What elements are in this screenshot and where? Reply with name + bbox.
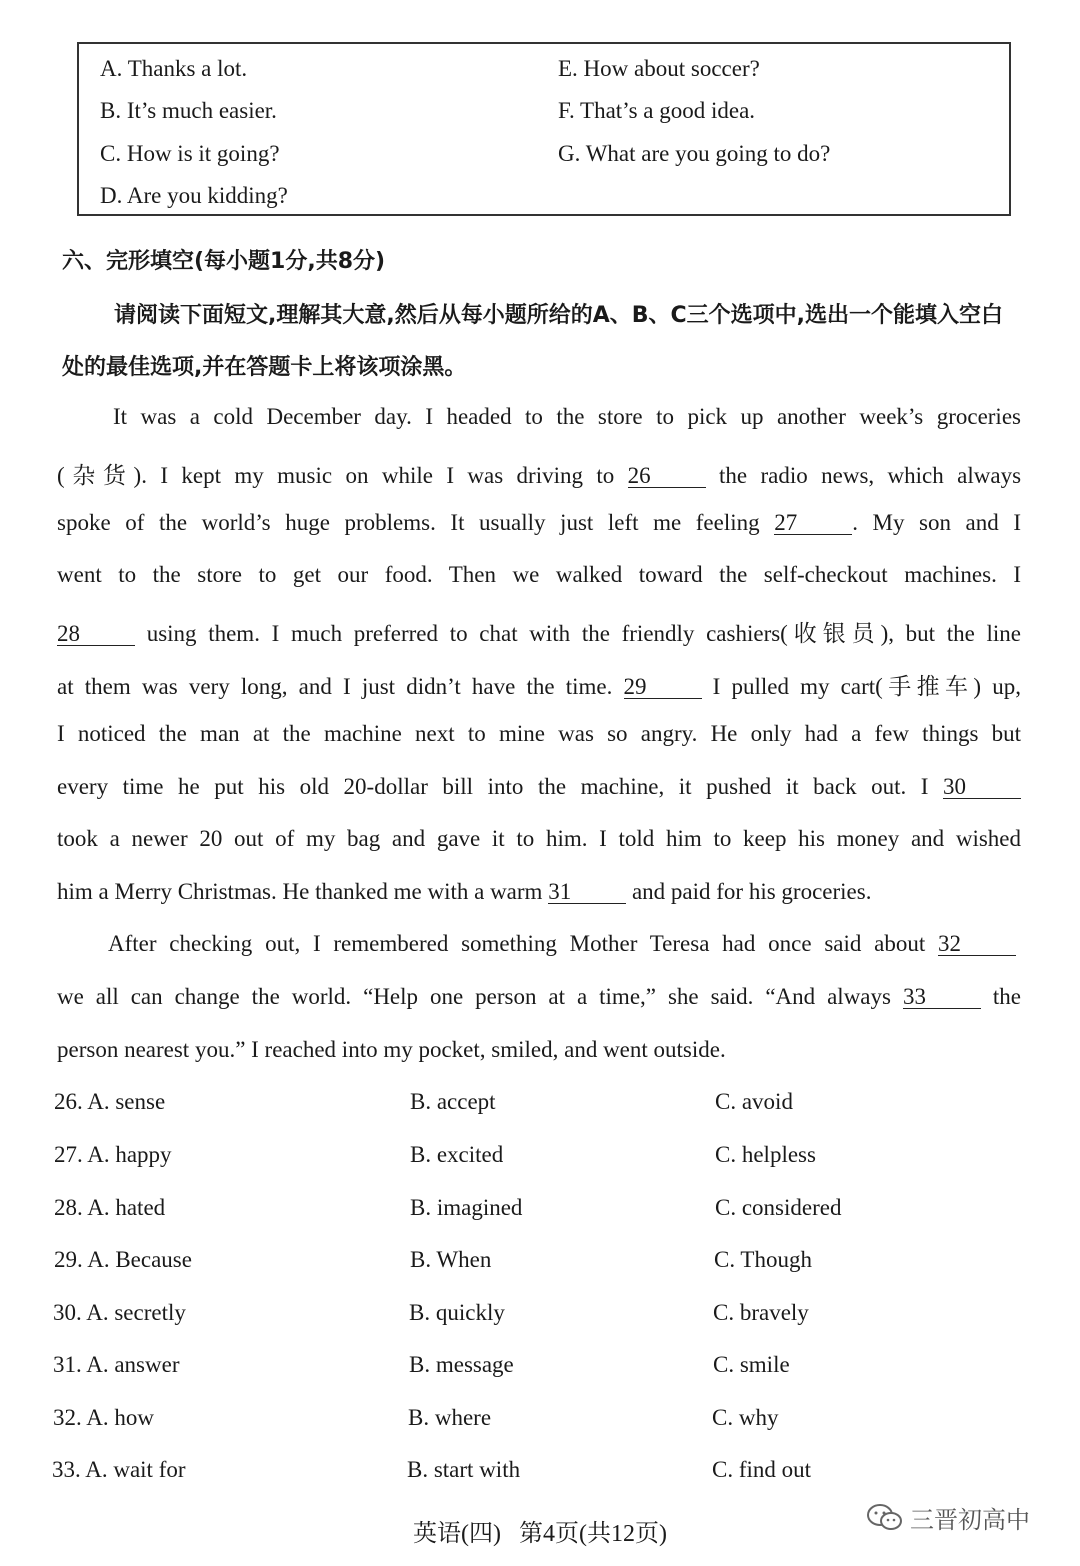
passage-text: using them. I much preferred to chat with the friendly cashiers(收银员), but the line [146, 621, 1022, 646]
passage-line: It was a cold December day. I headed to the store to pick up another week’s groceries [113, 404, 1021, 429]
passage-line: person nearest you.” I reached into my pocket, smiled, and went outside. [57, 1037, 726, 1062]
passage-line [108, 931, 1016, 957]
blank-30: 30 [943, 776, 1021, 799]
watermark [866, 1500, 1030, 1535]
blank-29: 29 [624, 676, 702, 699]
passage-text: we all can change the world. “Help one person at a time,” she said. “And always [57, 984, 891, 1009]
option-d: D. Are you kidding? [100, 183, 288, 208]
question-27-option-b: B. excited [410, 1142, 504, 1167]
options-box [77, 42, 1011, 216]
passage-text: spoke of the world’s huge problems. It usually just left me feeling [57, 510, 760, 535]
option-g: G. What are you going to do? [558, 141, 831, 166]
option-b: B. It’s much easier. [100, 98, 277, 123]
question-28-option-b: B. imagined [410, 1195, 523, 1220]
blank-26: 26 [628, 465, 706, 488]
question-33-option-c: C. find out [712, 1457, 812, 1482]
blank-33: 33 [903, 986, 981, 1009]
passage-text: (杂货). I kept my music on while I was driving to [57, 463, 615, 488]
question-28-option-a: 28. A. hated [54, 1195, 166, 1220]
passage-line [57, 510, 1021, 536]
passage-line [57, 457, 1021, 490]
question-26-option-a: 26. A. sense [54, 1089, 166, 1114]
question-27-option-c: C. helpless [715, 1142, 816, 1167]
option-e: E. How about soccer? [558, 56, 760, 81]
passage-text: and paid for his groceries. [631, 879, 872, 904]
blank-27: 27 [774, 512, 852, 535]
footer-subject: 英语(四) [413, 1521, 501, 1547]
passage-line: took a newer 20 out of my bag and gave it to him. I told him to keep his money and wished [57, 826, 1021, 851]
question-28-option-c: C. considered [715, 1195, 842, 1220]
passage-text: at them was very long, and I just didn’t have the time. [57, 674, 613, 699]
question-31-option-c: C. smile [713, 1352, 790, 1377]
passage-line: went to the store to get our food. Then we walked toward the self-checkout machines. I [57, 562, 1021, 587]
question-33-option-b: B. start with [407, 1457, 521, 1482]
passage-line [57, 774, 1021, 800]
passage-line [57, 668, 1021, 701]
blank-32: 32 [938, 933, 1016, 956]
passage-line [57, 615, 1021, 648]
question-26-option-b: B. accept [410, 1089, 496, 1114]
passage-line: I noticed the man at the machine next to mine was so angry. He only had a few things but [57, 721, 1021, 746]
question-31-option-b: B. message [409, 1352, 514, 1377]
blank-28: 28 [57, 623, 135, 646]
watermark-text: 三晋初高中 [910, 1506, 1030, 1534]
option-c: C. How is it going? [100, 141, 280, 166]
question-29-option-b: B. When [410, 1247, 492, 1272]
passage-line [57, 984, 1021, 1010]
passage-text: . My son and I [852, 510, 1021, 535]
question-32-option-b: B. where [408, 1405, 492, 1430]
passage-line [57, 879, 1021, 905]
question-30-option-b: B. quickly [409, 1300, 505, 1325]
section-instruction: 请阅读下面短文,理解其大意,然后从每小题所给的A、B、C三个选项中,选出一个能填入空白处的最佳选项,并在答题卡上将该项涂黑。 [62, 303, 1004, 380]
question-29-option-c: C. Though [714, 1247, 812, 1272]
question-29-option-a: 29. A. Because [54, 1247, 192, 1272]
question-30-option-a: 30. A. secretly [53, 1300, 186, 1325]
question-33-option-a: 33. A. wait for [52, 1457, 186, 1482]
question-31-option-a: 31. A. answer [53, 1352, 180, 1377]
question-32-option-c: C. why [712, 1405, 779, 1430]
passage-text: every time he put his old 20-dollar bill into the machine, it pushed it back out. I [57, 774, 929, 799]
footer-page-number: 第4页(共12页) [519, 1521, 667, 1547]
blank-31: 31 [548, 881, 626, 904]
option-f: F. That’s a good idea. [558, 98, 756, 123]
wechat-icon [866, 1503, 904, 1533]
question-27-option-a: 27. A. happy [54, 1142, 172, 1167]
passage-text: the [992, 984, 1022, 1009]
passage-text: him a Merry Christmas. He thanked me with a warm [57, 879, 543, 904]
passage-text: the radio news, which always [719, 463, 1022, 488]
question-32-option-a: 32. A. how [53, 1405, 154, 1430]
option-a: A. Thanks a lot. [100, 56, 248, 81]
passage-text: After checking out, I remembered something Mother Teresa had once said about [108, 931, 926, 956]
question-30-option-c: C. bravely [713, 1300, 809, 1325]
passage-text: I pulled my cart(手推车) up, [712, 674, 1021, 699]
question-26-option-c: C. avoid [715, 1089, 793, 1114]
section-title: 六、完形填空(每小题1分,共8分) [62, 249, 386, 274]
